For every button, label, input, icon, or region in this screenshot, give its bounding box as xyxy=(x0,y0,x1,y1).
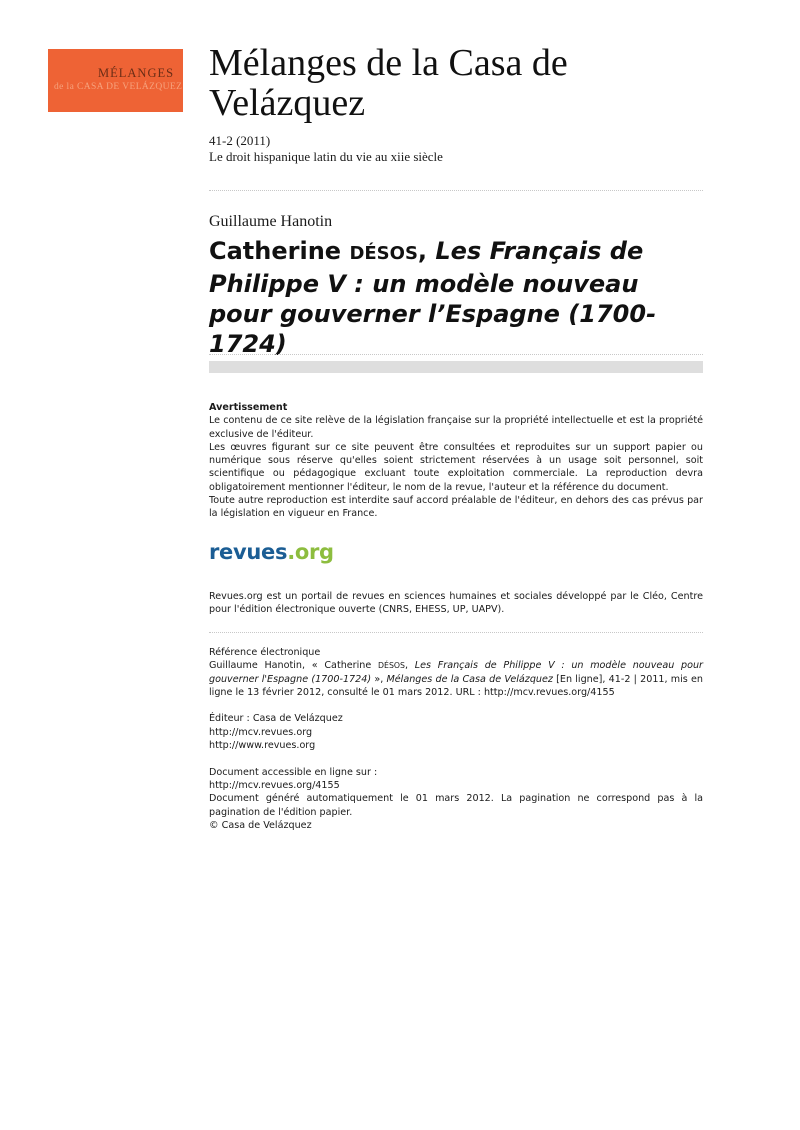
issue-number: 41-2 (2011) xyxy=(209,133,271,148)
warning-block xyxy=(209,401,703,521)
journal-title: Mélanges de la Casa de Velázquez xyxy=(209,42,568,124)
revues-logo xyxy=(209,540,334,564)
title-author-last: DÉSOS xyxy=(349,243,418,264)
article-author: Guillaume Hanotin xyxy=(209,213,333,230)
citation-part-1: Guillaume Hanotin, « Catherine xyxy=(209,660,379,672)
logo-title: MÉLANGES xyxy=(98,66,175,80)
warning-heading: Avertissement xyxy=(209,402,288,413)
citation-work-title: Les Français de Philippe V : un modèle nouveau pour gouverner l'Espagne (1700-1724) xyxy=(209,660,703,685)
issue-info xyxy=(209,133,443,165)
publisher-url-2[interactable]: http://www.revues.org xyxy=(209,740,316,752)
revues-logo-part1: revues xyxy=(209,540,288,564)
title-author-first: Catherine xyxy=(209,237,350,265)
revues-description: Revues.org est un portail de revues en sciences humaines et sociales développé par le Cléo, Centre pour l'édition électronique ouverte (CNRS, EHESS, UP, UAPV). xyxy=(209,591,703,616)
reference-heading: Référence électronique xyxy=(209,647,321,658)
revues-logo-part2: .org xyxy=(287,540,334,564)
publisher-line: Éditeur : Casa de Velázquez xyxy=(209,713,343,725)
reference-block xyxy=(209,646,703,832)
document-generated-note: Document généré automatiquement le 01 mars 2012. La pagination ne correspond pas à la pagination de l'édition papier. xyxy=(209,793,703,818)
document-url[interactable]: http://mcv.revues.org/4155 xyxy=(209,779,340,791)
title-work: Les Français de Philippe V : un modèle nouveau pour gouverner l’Espagne (1700-1724) xyxy=(209,237,657,358)
divider xyxy=(209,632,703,633)
spacer xyxy=(209,699,703,712)
spacer xyxy=(209,752,703,765)
citation-part-3: , xyxy=(404,660,415,672)
issue-theme: Le droit hispanique latin du vie au xiie siècle xyxy=(209,149,443,164)
document-access-label: Document accessible en ligne sur : xyxy=(209,766,378,778)
article-title xyxy=(209,236,703,359)
warning-paragraph-3: Toute autre reproduction est interdite sauf accord préalable de l'éditeur, en dehors des cas prévus par la législation en vigueur en France. xyxy=(209,495,703,520)
citation-part-5: », xyxy=(371,673,387,685)
logo-subtitle: de la CASA DE VELÁZQUEZ xyxy=(54,82,183,92)
citation-journal: Mélanges de la Casa de Velázquez xyxy=(386,673,553,685)
warning-paragraph-2: Les œuvres figurant sur ce site peuvent être consultées et reproduites sur un support papier ou numérique sous réserve qu'elles soient strictement réservées à un usage soit personnel, soit scientifique ou pédagogique excluant toute exploitation commerciale. La reproduction devra obligatoirement mentionner l'éditeur, le nom de la revue, l'auteur et la référence du document. xyxy=(209,441,703,493)
publisher-url-1[interactable]: http://mcv.revues.org xyxy=(209,726,313,738)
divider xyxy=(209,354,703,355)
divider xyxy=(209,190,703,191)
journal-logo xyxy=(48,49,183,112)
warning-paragraph-1: Le contenu de ce site relève de la législation française sur la propriété intellectuelle et est la propriété exclusive de l'éditeur. xyxy=(209,415,703,440)
reference-citation xyxy=(209,659,703,699)
grey-bar xyxy=(209,361,703,373)
citation-part-7: [En ligne], 41-2 | 2011, mis en ligne le 13 février 2012, consulté le 01 mars 2012. URL : http://mcv.revues.org/4155 xyxy=(209,673,703,698)
citation-author-last: DÉSOS xyxy=(378,661,405,671)
copyright: © Casa de Velázquez xyxy=(209,819,312,831)
title-separator: , xyxy=(417,237,428,265)
